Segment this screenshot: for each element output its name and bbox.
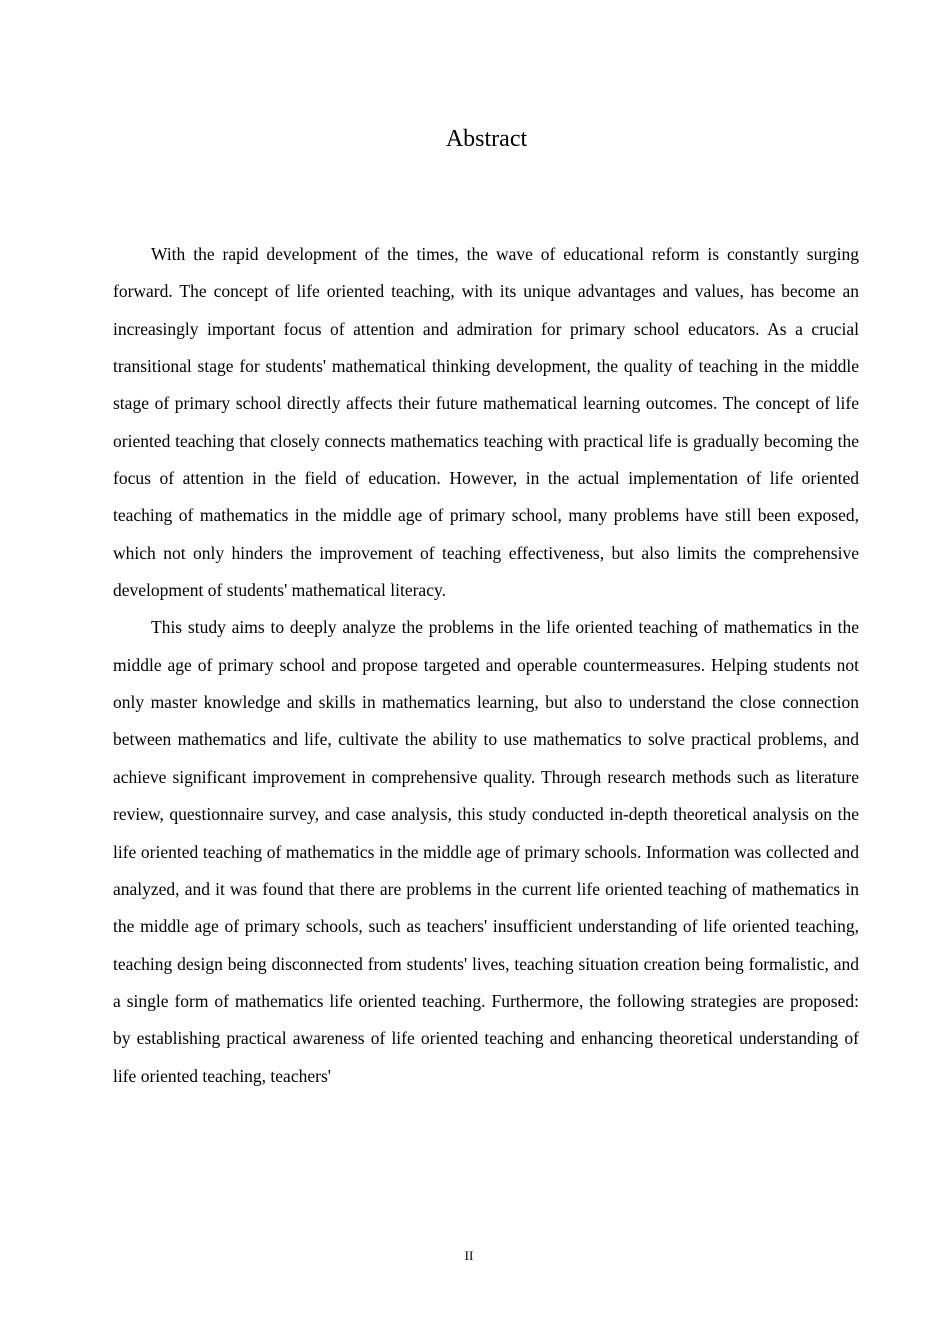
- abstract-body: [113, 236, 859, 1095]
- page-number: II: [464, 1248, 474, 1263]
- page-title: Abstract: [445, 126, 528, 152]
- abstract-paragraph-2: This study aims to deeply analyze the problems in the life oriented teaching of mathematics in the middle age of primary school and propose targeted and operable countermeasures. Helping students not only master knowledge and skills in mathematics learning, but also to understand the close connection between mathematics and life, cultivate the ability to use mathematics to solve practical problems, and achieve significant improvement in comprehensive quality. Through research methods such as literature review, questionnaire survey, and case analysis, this study conducted in-depth theoretical analysis on the life oriented teaching of mathematics in the middle age of primary schools. Information was collected and analyzed, and it was found that there are problems in the current life oriented teaching of mathematics in the middle age of primary schools, such as teachers' insufficient understanding of life oriented teaching, teaching design being disconnected from students' lives, teaching situation creation being formalistic, and a single form of mathematics life oriented teaching. Furthermore, the following strategies are proposed: by establishing practical awareness of life oriented teaching and enhancing theoretical understanding of life oriented teaching, teachers': [113, 617, 859, 1086]
- abstract-paragraph-1: With the rapid development of the times, the wave of educational reform is constantly surging forward. The concept of life oriented teaching, with its unique advantages and values, has become an increasingly important focus of attention and admiration for primary school educators. As a crucial transitional stage for students' mathematical thinking development, the quality of teaching in the middle stage of primary school directly affects their future mathematical learning outcomes. The concept of life oriented teaching that closely connects mathematics teaching with practical life is gradually becoming the focus of attention in the field of education. However, in the actual implementation of life oriented teaching of mathematics in the middle age of primary school, many problems have still been exposed, which not only hinders the improvement of teaching effectiveness, but also limits the comprehensive development of students' mathematical literacy.: [113, 244, 859, 601]
